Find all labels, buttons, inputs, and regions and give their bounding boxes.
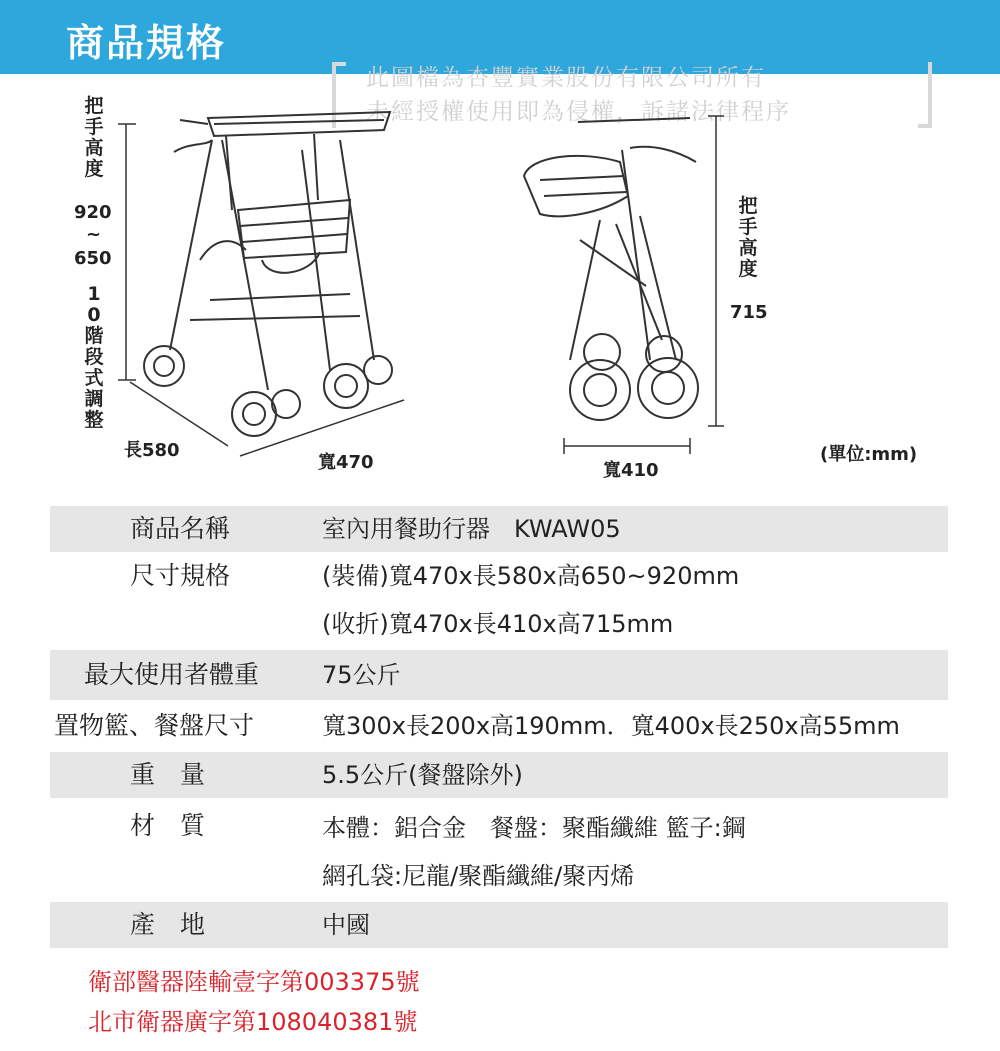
handle-height-tilde: ~ (86, 224, 102, 245)
spec-key: 產 地 (130, 910, 206, 939)
spec-row-material (50, 798, 948, 902)
folded-handle-label-text: 把手高度 (738, 195, 758, 280)
spec-value: 寬300x長200x高190mm．寬400x長250x高55mm (322, 712, 900, 740)
watermark-line-1: 此圖檔為杏豐實業股份有限公司所有 (366, 65, 766, 91)
spec-row-name (50, 506, 948, 552)
spec-row-weight (50, 752, 948, 798)
spec-key: 商品名稱 (130, 514, 231, 543)
length-label: 長580 (124, 440, 180, 461)
spec-value: 5.5公斤(餐盤除外) (322, 761, 523, 789)
spec-row-basket-size (50, 700, 948, 752)
spec-value-line: 本體：鋁合金 餐盤：聚酯纖維 籃子:鋼 (322, 814, 746, 842)
spec-value (322, 552, 739, 648)
folded-width-label: 寬410 (603, 460, 659, 481)
spec-key: 置物籃、餐盤尺寸 (54, 711, 255, 740)
spec-row-max-weight (50, 650, 948, 700)
spec-key: 材 質 (130, 811, 206, 840)
spec-value: 中國 (322, 911, 370, 939)
adjust-label-text: 10階段式調整 (84, 283, 104, 431)
walker-expanded (144, 112, 392, 436)
width-label: 寬470 (318, 452, 374, 473)
walker-illustration (0, 0, 1000, 500)
spec-value-line: 網孔袋:尼龍/聚酯纖維/聚丙烯 (322, 862, 635, 890)
walker-folded (524, 118, 698, 420)
spec-row-dimensions (50, 552, 948, 650)
spec-row-origin (50, 902, 948, 948)
spec-value-line: (收折)寬470x長410x高715mm (322, 610, 674, 638)
spec-value-line: (裝備)寬470x長580x高650~920mm (322, 562, 740, 590)
handle-height-max: 920 (74, 202, 112, 223)
unit-label: (單位:mm) (820, 444, 918, 465)
spec-table (50, 506, 948, 948)
spec-value: 75公斤 (322, 661, 401, 689)
spec-key: 尺寸規格 (130, 561, 231, 590)
dimension-lines (118, 116, 724, 456)
certification-line-2: 北市衛器廣字第108040381號 (88, 1008, 418, 1036)
spec-value (322, 804, 746, 900)
page-title: 商品規格 (66, 21, 227, 65)
handle-height-min: 650 (74, 248, 112, 269)
spec-key: 最大使用者體重 (84, 660, 260, 689)
spec-value: 室內用餐助行器 KWAW05 (322, 515, 621, 543)
certification-line-1: 衛部醫器陸輸壹字第003375號 (88, 968, 420, 996)
handle-height-label-text: 把手高度 (84, 95, 104, 180)
folded-height: 715 (730, 302, 768, 323)
watermark-line-2: 未經授權使用即為侵權，訴諸法律程序 (366, 99, 791, 125)
spec-key: 重 量 (130, 760, 206, 789)
